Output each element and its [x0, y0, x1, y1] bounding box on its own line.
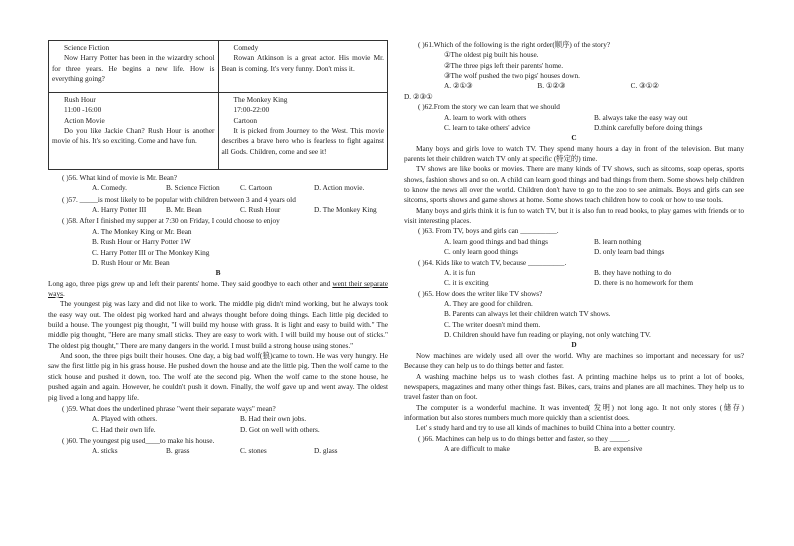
option-a[interactable]: A. Played with others.	[92, 414, 158, 424]
question-stem: ( )62.From the story we can learn that we should	[418, 102, 560, 112]
table-cell-comedy	[218, 41, 388, 93]
question-61	[404, 40, 744, 102]
order-item-3: ③The wolf pushed the two pigs' houses down.	[444, 71, 580, 81]
option-d[interactable]: D. Rush Hour or Mr. Bean	[92, 257, 170, 267]
option-c[interactable]: C. Harry Potter III or The Monkey King	[92, 247, 210, 257]
cell-time: 17:00-22:00	[233, 105, 270, 115]
option-d[interactable]: D. glass	[314, 446, 338, 456]
question-options	[404, 81, 744, 91]
option-c[interactable]: C. Rush Hour	[240, 205, 281, 215]
question-options	[48, 183, 388, 193]
option-c[interactable]: C. ③①②	[630, 81, 659, 91]
question-59	[48, 404, 388, 435]
question-options	[404, 237, 744, 258]
option-b[interactable]: B. always take the easy way out	[594, 112, 688, 122]
question-stem: ( )64. Kids like to watch TV, because __________.	[418, 257, 567, 267]
cell-title: Rush Hour	[64, 95, 96, 104]
section-b-paragraph-2: The youngest pig was lazy and did not like to work. The middle pig didn't mind working, but he always took the easy way out. The oldest pig worked hard and always thought before doing things. Each little pig decided to build a house. The youngest pig thought, "I will build my house with grass. It is light and easy to build with." The middle pig thought, "Here are many small sticks. They are easy to work with. I will build my house out of sticks." The oldest pig thought," There are many dangers in the world. I must build a strong house using stones."	[48, 299, 388, 350]
question-options	[404, 268, 744, 289]
option-d[interactable]: D. Action movie.	[314, 183, 365, 193]
option-c[interactable]: C. stones	[240, 446, 267, 456]
option-a[interactable]: A. The Monkey King or Mr. Bean	[92, 226, 192, 236]
question-stem: ( )59. What does the underlined phrase "went their separate ways" mean?	[62, 403, 276, 413]
order-item-1: ①The oldest pig built his house.	[444, 50, 539, 60]
option-a[interactable]: A. ②①③	[444, 81, 473, 91]
option-a[interactable]: A. learn good things and bad things	[444, 236, 548, 246]
cell-body: Now Harry Potter has been in the wizardry school for three years. He begins a new life. How is everything going?	[52, 53, 215, 84]
section-d-paragraph-4: Let' s study hard and try to use all kinds of machines to build China into a better country.	[416, 423, 676, 433]
option-d[interactable]: D. Got on well with others.	[240, 424, 320, 434]
option-b[interactable]: B. grass	[166, 446, 190, 456]
option-a[interactable]: A. They are good for children.	[444, 298, 533, 308]
question-options	[48, 414, 388, 435]
section-c-heading: C	[571, 133, 577, 143]
question-65	[404, 289, 744, 341]
option-c[interactable]: C. Had their own life.	[92, 424, 156, 434]
question-stem: ( )58. After I finished my supper at 7:30 on Friday, I could choose to enjoy	[62, 216, 280, 226]
cell-time: 11:00 -16:00	[64, 105, 102, 115]
section-d-paragraph-1: Now machines are widely used all over the world. Why are machines so important and necessary for us? Because they can help us to do things better and faster.	[404, 350, 744, 371]
order-item-2: ②The three pigs left their parents' home.	[444, 60, 564, 70]
question-stem: ( )66. Machines can help us to do things better and faster, so they _____.	[418, 433, 630, 443]
section-c-paragraph-1: Many boys and girls love to watch TV. They spend many hours a day in front of the television. But many parents let their children watch TV only at specific (特定的) time.	[404, 143, 744, 163]
right-column	[404, 40, 744, 454]
option-b[interactable]: B. they have nothing to do	[594, 267, 672, 277]
option-a[interactable]: A. sticks	[92, 446, 118, 456]
question-58	[48, 216, 388, 268]
underlined-phrase: went their separate ways	[48, 278, 388, 298]
question-57	[48, 195, 388, 216]
cell-title: Science Fiction	[64, 43, 110, 52]
option-a[interactable]: A. it is fun	[444, 267, 476, 277]
option-c[interactable]: C. learn to take others' advice	[444, 122, 531, 132]
option-d[interactable]: D. there is no homework for them	[594, 278, 694, 288]
option-d[interactable]: D. ②③①	[404, 91, 433, 101]
left-questions	[48, 172, 388, 457]
option-a[interactable]: A are difficult to make	[444, 444, 510, 454]
question-stem: ( )57. _____is most likely to be popular with children between 3 and 4 years old	[62, 194, 296, 204]
movie-table	[48, 40, 388, 170]
question-60	[48, 436, 388, 457]
question-options	[48, 205, 388, 215]
option-d[interactable]: D. only learn bad things	[594, 247, 665, 257]
section-b-paragraph-3: And soon, the three pigs built their houses. One day, a big bad wolf(狼)came to town. He was very hungry. He saw the first little pig in his grass house. He pushed down the house and ate the little pig. Then the wolf came to the stick house and pushed it down, too. The wolf ate the second pig. When the wolf came to the stone house, he pushed again and again. However, he couldn't push it down. Finally, the wolf gave up and went away. The oldest pig lived a long and happy life.	[48, 351, 388, 402]
question-56	[48, 173, 388, 194]
cell-genre: Action Movie	[64, 115, 105, 125]
option-d[interactable]: D. Children should have fun reading or playing, not only watching TV.	[444, 330, 651, 340]
question-options	[48, 446, 388, 456]
question-stem: ( )63. From TV, boys and girls can __________.	[418, 226, 559, 236]
option-b[interactable]: B. ①②③	[537, 81, 566, 91]
cell-body: It is picked from Journey to the West. This movie describes a brave hero who is fearless to fight against all Gods. Children, come and see it!	[221, 126, 384, 156]
question-66	[404, 434, 744, 455]
option-d[interactable]: D.think carefully before doing things	[594, 122, 703, 132]
option-b[interactable]: B. Rush Hour or Harry Potter 1W	[92, 237, 191, 247]
question-options	[404, 444, 744, 454]
question-options	[404, 113, 744, 134]
cell-body: Do you like Jackie Chan? Rush Hour is another movie of his. It's so exciting. Come and have fun.	[52, 126, 215, 146]
option-c[interactable]: C. The writer doesn't mind them.	[444, 319, 541, 329]
option-b[interactable]: B. Had their own jobs.	[240, 414, 307, 424]
cell-title: The Monkey King	[233, 95, 288, 104]
cell-title: Comedy	[233, 43, 259, 52]
option-c[interactable]: C. it is exciting	[444, 278, 489, 288]
option-a[interactable]: A. learn to work with others	[444, 112, 527, 122]
table-cell-rush-hour	[49, 93, 219, 170]
option-a[interactable]: A. Comedy.	[92, 183, 127, 193]
option-d[interactable]: D. The Monkey King	[314, 205, 377, 215]
section-c-paragraph-3: Many boys and girls think it is fun to watch TV, but it is also fun to read books, to play games with friends or to visit interesting places.	[404, 205, 744, 226]
table-cell-monkey-king	[218, 93, 388, 170]
question-62	[404, 102, 744, 133]
option-b[interactable]: B. Mr. Bean	[166, 205, 202, 215]
option-c[interactable]: C. only learn good things	[444, 247, 518, 257]
question-stem: ( )56. What kind of movie is Mr. Bean?	[62, 173, 177, 182]
question-stem: ( )65. How does the writer like TV shows?	[418, 288, 543, 298]
option-b[interactable]: B. learn nothing	[594, 236, 642, 246]
section-d-paragraph-3: The computer is a wonderful machine. It was invented( 发明) not long ago. It not only stores (储存) information but also stores numbers much more quickly than a scientist does.	[404, 402, 744, 422]
option-b[interactable]: B. are expensive	[594, 444, 643, 454]
question-64	[404, 258, 744, 289]
table-cell-science-fiction	[49, 41, 219, 93]
section-c-paragraph-2: TV shows are like books or movies. There are many kinds of TV shows, such as sitcoms, soap operas, sports shows, fashion shows and so on. A child can learn good things and bad things from them. Some shows help children to know the news all over the world. Children don't have to go to the zoo to see animals. Boys and girls can see sitcoms, sports shows and game shows at home. Some shows teach children how to cook or how to use tools.	[404, 164, 744, 205]
cell-genre: Cartoon	[233, 115, 258, 125]
question-63	[404, 226, 744, 257]
section-b-paragraph-1: Long ago, three pigs grew up and left their parents' home. They said goodbye to each other and went their separate ways.	[48, 278, 388, 298]
section-b-heading: B	[215, 268, 221, 278]
option-c[interactable]: C. Cartoon	[240, 183, 273, 193]
question-stem: ( )60. The youngest pig used____to make his house.	[62, 435, 215, 445]
section-d-paragraph-2: A washing machine helps us to wash clothes fast. A printing machine helps us to print a lot of books, newspapers, magazines and many other things fast. Bikes, cars, trains and planes are all machines. They help us to travel faster than on foot.	[404, 371, 744, 402]
option-b[interactable]: B. Parents can always let their children watch TV shows.	[444, 309, 611, 319]
option-a[interactable]: A. Harry Potter III	[92, 205, 147, 215]
option-b[interactable]: B. Science Fiction	[166, 183, 220, 193]
cell-body: Rowan Atkinson is a great actor. His movie Mr. Bean is coming. It's very funny. Don't miss it.	[221, 53, 384, 73]
section-d-heading: D	[571, 340, 577, 350]
question-stem: ( )61.Which of the following is the right order(顺序) of the story?	[418, 40, 611, 49]
